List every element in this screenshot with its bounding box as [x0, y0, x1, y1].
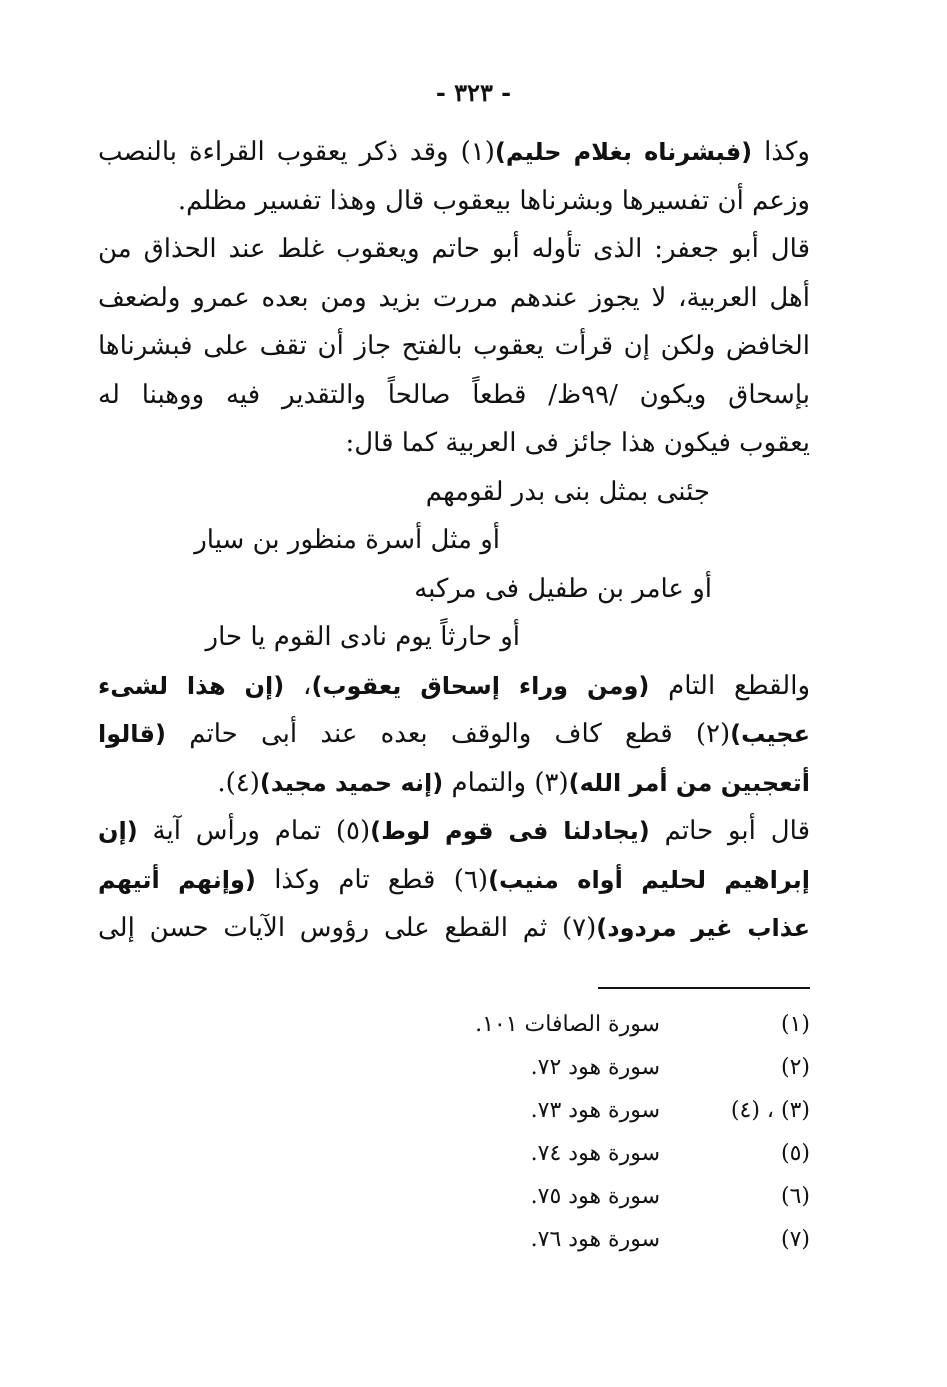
text-line — [98, 856, 810, 905]
quran-quote: (وإنهم أتيهم — [98, 865, 256, 894]
text-run: (٦) قطع تام وكذا — [255, 864, 489, 895]
text-run: أهل العربية، لا يجوز عندهم مررت بزيد ومن بعده عمرو ولضعف — [98, 282, 810, 313]
footnote-text: سورة الصافات ١٠١. — [475, 1012, 660, 1037]
text-run: بإسحاق ويكون /٩٩ظ/ قطعاً صالحاً والتقدير فيه ووهبنا له — [98, 379, 810, 410]
paragraph-3 — [98, 662, 810, 808]
text-run: قال أبو حاتم — [649, 816, 810, 846]
text-run: (٥) تمام ورأس آية — [137, 816, 371, 846]
quran-quote: إبراهيم لحليم أواه منيب) — [488, 865, 811, 894]
quran-quote: (قالوا — [98, 720, 166, 748]
text-run: والقطع التام — [649, 670, 811, 701]
footnote-text: سورة هود ٧٢. — [530, 1055, 660, 1080]
footnote-text: سورة هود ٧٤. — [530, 1141, 660, 1166]
footnote-item — [400, 1218, 810, 1261]
footnote-item — [400, 1003, 810, 1046]
text-line — [98, 128, 810, 177]
text-run: وزعم أن تفسيرها وبشرناها بيعقوب قال وهذا تفسير مظلم. — [177, 185, 810, 216]
footnote-number: (٥) — [780, 1141, 810, 1166]
footnote-number: (١) — [780, 1012, 810, 1037]
verse-line: أو مثل أسرة منظور بن سيار — [194, 525, 500, 555]
quran-quote: (إنه حميد مجيد) — [259, 768, 444, 797]
text-line — [98, 807, 810, 856]
text-run: (٣) والتمام — [443, 767, 569, 798]
paragraph-4 — [98, 807, 810, 953]
text-line — [98, 662, 810, 711]
text-line — [98, 225, 810, 274]
quran-quote: (يجادلنا فى قوم لوط) — [370, 817, 650, 845]
poem-verses — [98, 468, 810, 662]
main-text — [98, 128, 810, 953]
quran-quote: (ومن وراء إسحاق يعقوب) — [311, 671, 650, 700]
footnote-number: (٧) — [780, 1227, 810, 1252]
footnote-number: (٢) — [780, 1055, 810, 1080]
quran-quote: عذاب غير مردود) — [596, 914, 810, 942]
footnote-item — [400, 1132, 810, 1175]
text-line — [98, 419, 810, 468]
text-line — [98, 759, 810, 808]
footnotes — [400, 1003, 810, 1261]
text-run: (١) وقد ذكر يعقوب القراءة بالنصب — [98, 137, 495, 167]
text-line — [98, 904, 810, 953]
paragraph-2 — [98, 225, 810, 468]
text-line — [98, 322, 810, 371]
footnote-item — [400, 1046, 810, 1089]
text-line — [98, 371, 810, 420]
text-run: يعقوب فيكون هذا جائز فى العربية كما قال: — [345, 428, 810, 458]
footnote-number: (٦) — [780, 1184, 810, 1209]
paragraph-1 — [98, 128, 810, 225]
verse-line: أو عامر بن طفيل فى مركبه — [414, 573, 712, 604]
text-run: الخافض ولكن إن قرأت يعقوب بالفتح جاز أن تقف على فبشرناها — [98, 331, 810, 361]
text-line — [98, 177, 810, 226]
footnote-item — [400, 1089, 810, 1132]
footnote-item — [400, 1175, 810, 1218]
footnote-number: (٣) ، (٤) — [730, 1098, 810, 1123]
text-run: قال أبو جعفر: الذى تأوله أبو حاتم ويعقوب غلط عند الحذاق من — [98, 234, 810, 264]
quran-quote: (إن هذا لشىء — [98, 671, 285, 700]
quran-quote: (إن — [98, 817, 138, 845]
text-run: ، — [284, 670, 312, 701]
verse-line: جئنى بمثل بنى بدر لقومهم — [425, 476, 710, 507]
text-run: وكذا — [752, 137, 810, 167]
footnote-text: سورة هود ٧٦. — [530, 1227, 660, 1252]
page-number: - ٣٢٣ - — [435, 78, 512, 107]
text-line — [98, 274, 810, 323]
text-run: (٤). — [217, 767, 260, 798]
quran-quote: (فبشرناه بغلام حليم) — [494, 138, 753, 166]
text-run: (٢) قطع كاف والوقف بعده عند أبى حاتم — [165, 719, 731, 749]
text-run: (٧) ثم القطع على رؤوس الآيات حسن إلى — [98, 913, 597, 943]
footnote-divider — [598, 987, 810, 989]
quran-quote: أتعجبين من أمر الله) — [568, 768, 810, 797]
text-line — [98, 710, 810, 759]
footnote-text: سورة هود ٧٥. — [530, 1184, 660, 1209]
footnote-text: سورة هود ٧٣. — [530, 1098, 660, 1123]
quran-quote: عجيب) — [730, 720, 810, 748]
verse-line: أو حارثاً يوم نادى القوم يا حار — [205, 622, 520, 652]
